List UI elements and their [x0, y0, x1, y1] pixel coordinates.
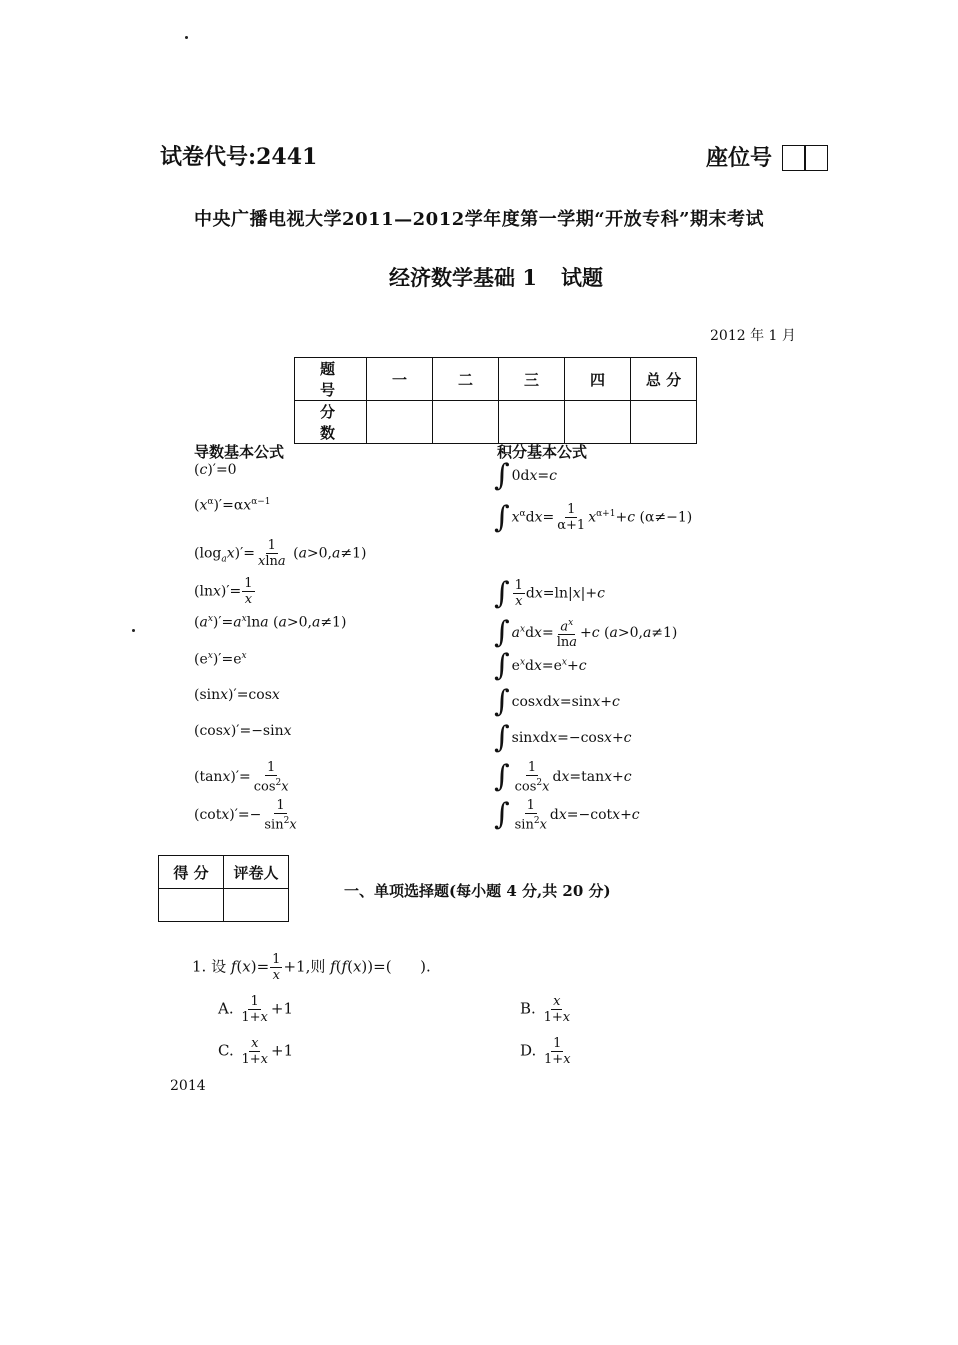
formula: $(\log_ax)'=$ $\frac{1}{xlna}$ (a>0,a≠1)	[194, 538, 367, 569]
formula: ∫ 0dx=c	[494, 458, 557, 493]
grader-table	[158, 855, 289, 922]
formula: $(e^x)'=e^x$	[194, 651, 247, 668]
score-cell[interactable]	[367, 401, 433, 444]
formula: ∫ $\frac{1}{\sin^2x}$ dx=−cotx+c	[494, 797, 640, 833]
formula: ∫ $x^\alpha dx=$ $\frac{1}{\alpha+1}$ $x^{\alpha+1}+c$ (α≠−1)	[494, 499, 693, 535]
seat-box[interactable]	[782, 145, 806, 171]
header-cell: 二	[433, 358, 499, 401]
derivative-heading: 导数基本公式	[194, 443, 285, 461]
course-title	[0, 262, 958, 292]
course-name: 经济数学基础 1	[389, 265, 537, 290]
score-cell[interactable]	[565, 401, 631, 444]
formula: (cotx)′=− $\frac{1}{\sin^2x}$	[194, 798, 297, 833]
scan-speck	[185, 36, 188, 39]
exam-date: 2012 年 1 月	[710, 328, 796, 344]
grader-cell[interactable]	[224, 889, 289, 922]
score-cell[interactable]	[631, 401, 697, 444]
formula: (sinx)′=cosx	[194, 687, 280, 703]
formula: ∫ sinxdx=−cosx+c	[494, 720, 632, 755]
exam-title: 中央广播电视大学2011—2012学年度第一学期“开放专科”期末考试	[194, 209, 764, 230]
header-cell: 一	[367, 358, 433, 401]
header-cell: 题 号	[295, 358, 367, 401]
formula: (c)′=0	[194, 462, 237, 478]
table-row	[295, 358, 697, 401]
seat-box[interactable]	[804, 145, 828, 171]
score-cell[interactable]	[159, 889, 224, 922]
score-summary-table	[294, 357, 697, 444]
score-cell[interactable]	[499, 401, 565, 444]
course-suffix: 试题	[560, 265, 603, 290]
scan-speck	[132, 629, 135, 632]
formula: (lnx)′= $\frac{1}{x}$	[194, 576, 253, 607]
header-cell: 四	[565, 358, 631, 401]
formula: ∫ $\frac{1}{\cos^2x}$ dx=tanx+c	[494, 759, 632, 795]
integral-heading: 积分基本公式	[497, 443, 588, 461]
formula: ∫ cosxdx=sinx+c	[494, 684, 620, 719]
formula: $(x^\alpha)'=\alpha x^{\alpha-1}$	[194, 497, 271, 514]
table-row	[159, 889, 289, 922]
grader-label: 评卷人	[224, 856, 289, 889]
option-d[interactable]: D. $\frac{1}{1+x}$	[520, 1036, 571, 1067]
option-c[interactable]: C. $\frac{x}{1+x}$ +1	[218, 1036, 294, 1067]
score-label: 得 分	[159, 856, 224, 889]
paper-code: 试卷代号:2441	[160, 144, 318, 170]
seat-number-label: 座位号	[706, 145, 773, 171]
section-heading: 一、单项选择题(每小题 4 分,共 20 分)	[344, 882, 611, 900]
formula: (tanx)′= $\frac{1}{\cos^2x}$	[194, 760, 289, 795]
table-row	[159, 856, 289, 889]
option-a[interactable]: A. $\frac{1}{1+x}$ +1	[218, 994, 294, 1025]
table-row	[295, 401, 697, 444]
row-label: 分 数	[295, 401, 367, 444]
formula: ∫ $e^xdx=e^x+c$	[494, 648, 587, 683]
page-number: 2014	[170, 1078, 206, 1094]
score-cell[interactable]	[433, 401, 499, 444]
seat-number-boxes[interactable]	[783, 145, 828, 171]
question-1: 1. 设 f(x)= $\frac{1}{x}$ +1,则 f(f(x))=( ).	[192, 952, 431, 983]
option-b[interactable]: B. $\frac{x}{1+x}$	[520, 994, 571, 1025]
header-cell: 总 分	[631, 358, 697, 401]
formula: (cosx)′=−sinx	[194, 723, 292, 739]
formula: ∫ $a^xdx=$ $\frac{a^x}{\ln a}$ +c (a>0,a≠1)	[494, 615, 678, 651]
formula: $(a^x)'=a^x\ln a$ (a>0,a≠1)	[194, 614, 347, 631]
header-cell: 三	[499, 358, 565, 401]
formula: ∫ $\frac{1}{x}$ dx=ln|x|+c	[494, 575, 605, 611]
